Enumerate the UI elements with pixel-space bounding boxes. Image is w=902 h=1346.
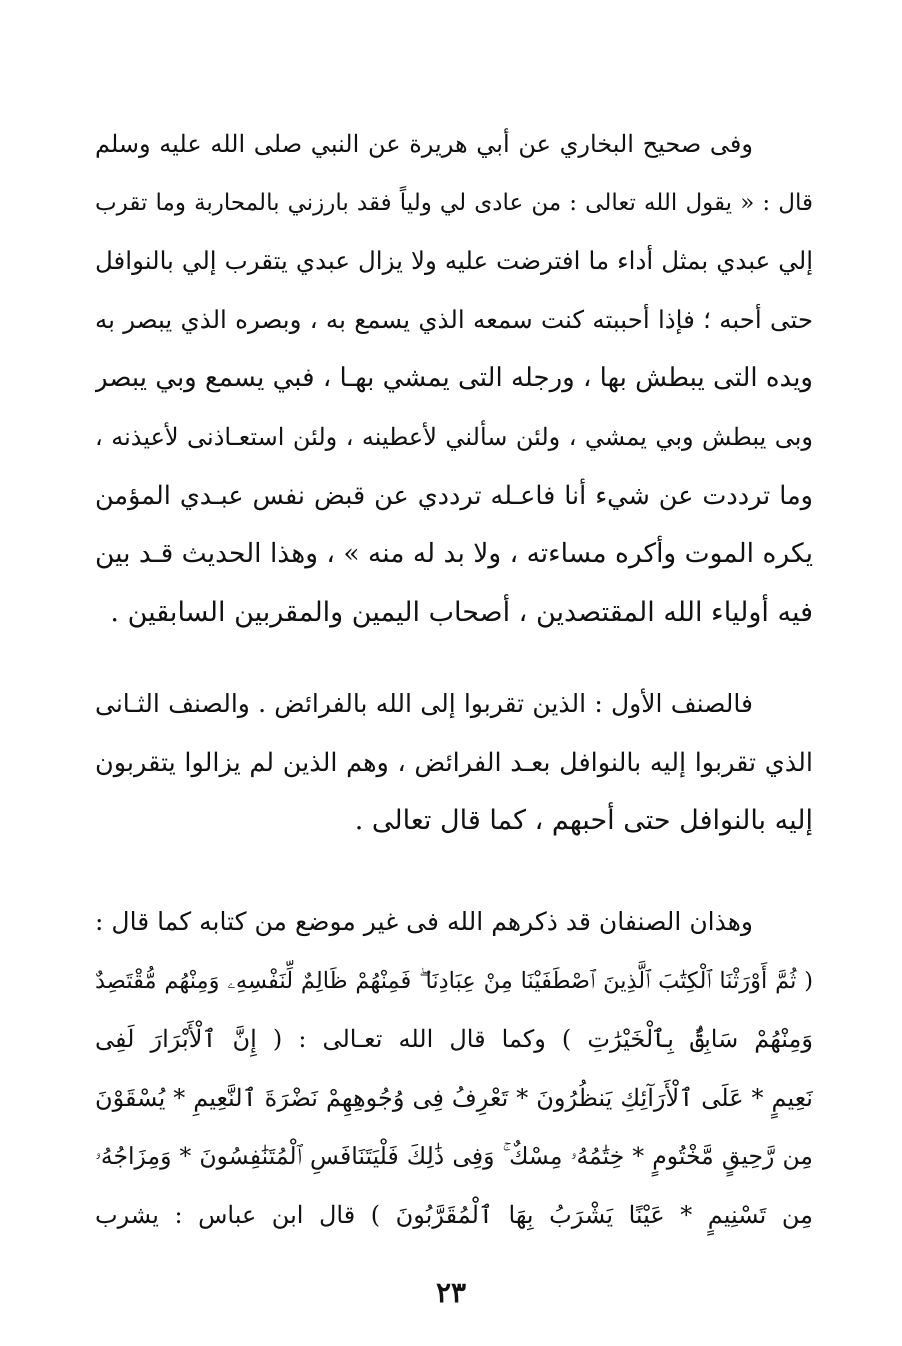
verse-line: مِن تَسْنِيمٍ * عَيْنًا يَشْرَبُ بِهَا ٱلْمُقَرَّبُونَ ) قال ابن عباس : يشرب <box>95 1200 813 1229</box>
text-line: فيه أولياء الله المقتصدين ، أصحاب اليمين والمقربين السابقين . <box>110 596 813 628</box>
verse-line: ( ثُمَّ أَوْرَثْنَا ٱلْكِتَٰبَ ٱلَّذِينَ ٱصْطَفَيْنَا مِنْ عِبَادِنَا ۖ فَمِنْهُمْ ظَالِمٌ لِّنَفْسِهِۦ وَمِنْهُم مُّقْتَصِدٌ <box>95 967 813 994</box>
text-line: وما ترددت عن شيء أنا فاعـله ترددي عن قبض نفس عبـدي المؤمن <box>95 480 813 511</box>
text-line: فالصنف الأول : الذين تقربوا إلى الله بالفرائض . والصنف الثـانى <box>95 689 753 718</box>
text-line: حتى أحبه ؛ فإذا أحببته كنت سمعه الذي يسمع به ، وبصره الذي يبصر به <box>95 304 813 334</box>
page-number: ٢٣ <box>435 1276 467 1309</box>
text-line: وفى صحيح البخاري عن أبي هريرة عن النبي صلى الله عليه وسلم <box>95 130 753 158</box>
text-line: إليه بالنوافل حتى أحبهم ، كما قال تعالى . <box>354 805 813 837</box>
verse-line: وَمِنْهُمْ سَابِقٌۢ بِٱلْخَيْرَٰتِ ) وكما قال الله تعـالى : ( إِنَّ ٱلْأَبْرَارَ لَفِى <box>95 1025 813 1054</box>
verse-line: مِن رَّحِيقٍ مَّخْتُومٍ * خِتَٰمُهُۥ مِسْكٌ ۚ وَفِى ذَٰلِكَ فَلْيَتَنَافَسِ ٱلْمُتَنَٰفِسُونَ * وَمِزَاجُهُۥ <box>95 1142 813 1171</box>
text-line: يكره الموت وأكره مساءته ، ولا بد له منه » ، وهذا الحديث قـد بين <box>95 538 813 570</box>
text-line: قال : « يقول الله تعالى : من عادى لي ولياً فقد بارزني بالمحاربة وما تقرب <box>95 189 813 216</box>
paragraph-categories <box>95 675 813 851</box>
text-line: الذي تقربوا إليه بالنوافل بعـد الفرائض ، وهم الذين لم يزالوا يتقربون <box>95 747 813 778</box>
verse-line: نَعِيمٍ * عَلَى ٱلْأَرَآئِكِ يَنظُرُونَ * تَعْرِفُ فِى وُجُوهِهِمْ نَضْرَةَ ٱلنَّعِيمِ * يُسْقَوْنَ <box>95 1083 813 1112</box>
paragraph-hadith <box>95 115 813 642</box>
text-line: وبى يبطش وبي يمشي ، ولئن سألني لأعطينه ، ولئن استعـاذنى لأعيذنه ، <box>95 422 813 451</box>
text-line: ويده التى يبطش بها ، ورجله التى يمشي بهـا ، فبي يسمع وبي يبصر <box>95 363 813 394</box>
paragraph-quran <box>95 893 813 1245</box>
text-line: إلي عبدي بمثل أداء ما افترضت عليه ولا يزال عبدي يتقرب إلي بالنوافل <box>95 246 813 276</box>
text-line: وهذان الصنفان قد ذكرهم الله فى غير موضع من كتابه كما قال : <box>95 907 753 936</box>
